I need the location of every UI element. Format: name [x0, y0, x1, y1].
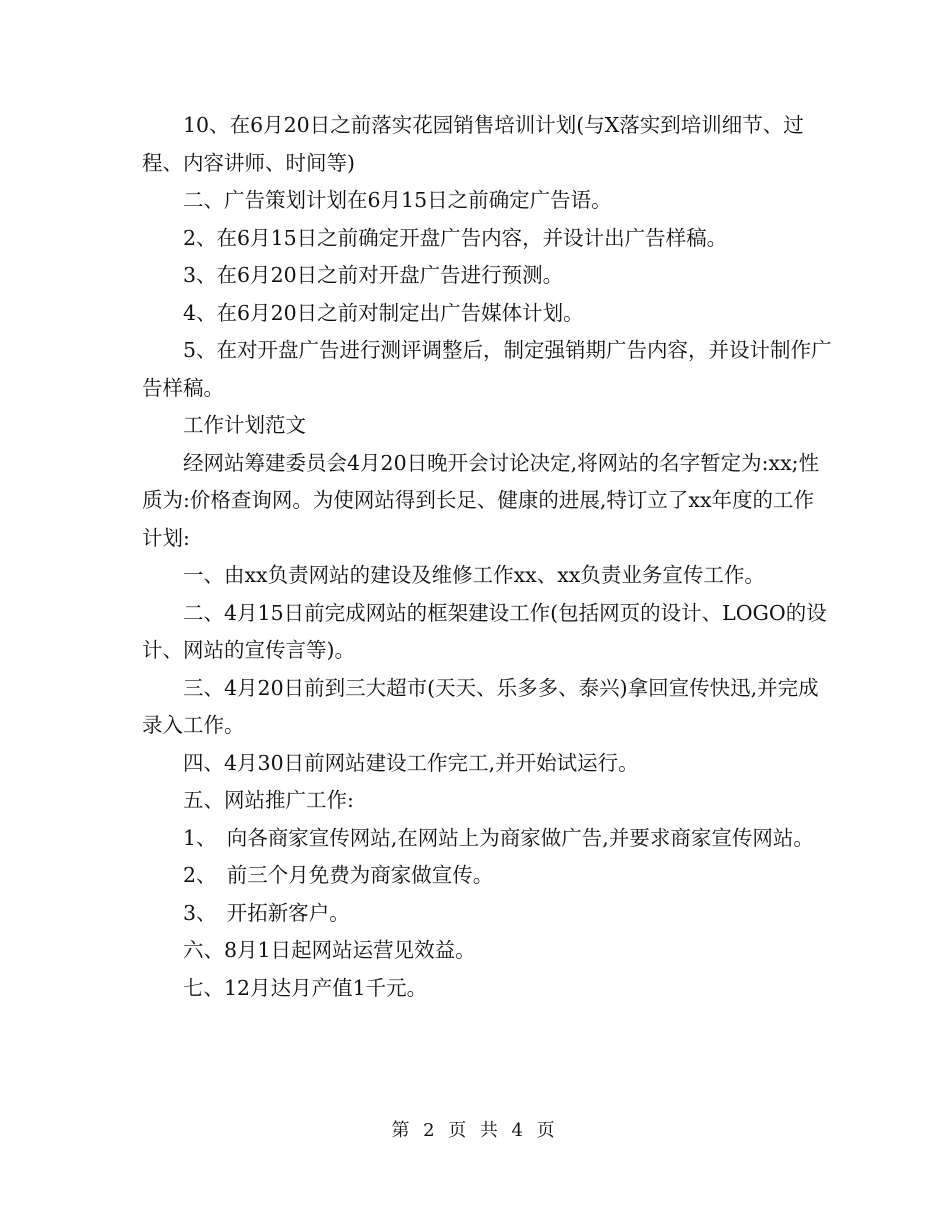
- paragraph: 二、4月15日前完成网站的框架建设工作(包括网页的设计、LOGO的设计、网站的宣传言等)。: [142, 600, 827, 662]
- paragraph: 六、8月1日起网站运营见效益。: [183, 938, 476, 962]
- page-number-footer: 第 2 页 共 4 页: [391, 1120, 559, 1141]
- paragraph: 10、在6月20日之前落实花园销售培训计划(与X落实到培训细节、过程、内容讲师、时间等): [142, 113, 804, 175]
- paragraph: 一、由xx负责网站的建设及维修工作xx、xx负责业务宣传工作。: [183, 563, 765, 587]
- paragraph: 三、4月20日前到三大超市(天天、乐多多、泰兴)拿回宣传快迅,并完成录入工作。: [142, 675, 819, 737]
- paragraph: 四、4月30日前网站建设工作完工,并开始试运行。: [183, 750, 639, 775]
- list-item: 2、 前三个月免费为商家做宣传。: [183, 863, 494, 887]
- section-heading: 工作计划范文: [183, 413, 306, 437]
- paragraph: 2、在6月15日之前确定开盘广告内容，并设计出广告样稿。: [183, 225, 728, 250]
- paragraph: 5、在对开盘广告进行测评调整后，制定强销期广告内容，并设计制作广告样稿。: [142, 338, 832, 400]
- list-item: 3、 开拓新客户。: [183, 900, 350, 925]
- paragraph: 3、在6月20日之前对开盘广告进行预测。: [183, 263, 564, 287]
- list-item: 1、 向各商家宣传网站,在网站上为商家做广告,并要求商家宣传网站。: [183, 825, 814, 850]
- paragraph: 二、广告策划计划在6月15日之前确定广告语。: [183, 188, 612, 212]
- paragraph: 4、在6月20日之前对制定出广告媒体计划。: [183, 300, 584, 325]
- paragraph: 七、12月达月产值1千元。: [183, 975, 428, 1000]
- paragraph: 经网站筹建委员会4月20日晚开会讨论决定,将网站的名字暂定为:xx;性质为:价格查询网。为使网站得到长足、健康的进展,特订立了xx年度的工作计划:: [142, 450, 820, 550]
- paragraph: 五、网站推广工作:: [183, 788, 354, 812]
- document-body: [142, 107, 832, 1007]
